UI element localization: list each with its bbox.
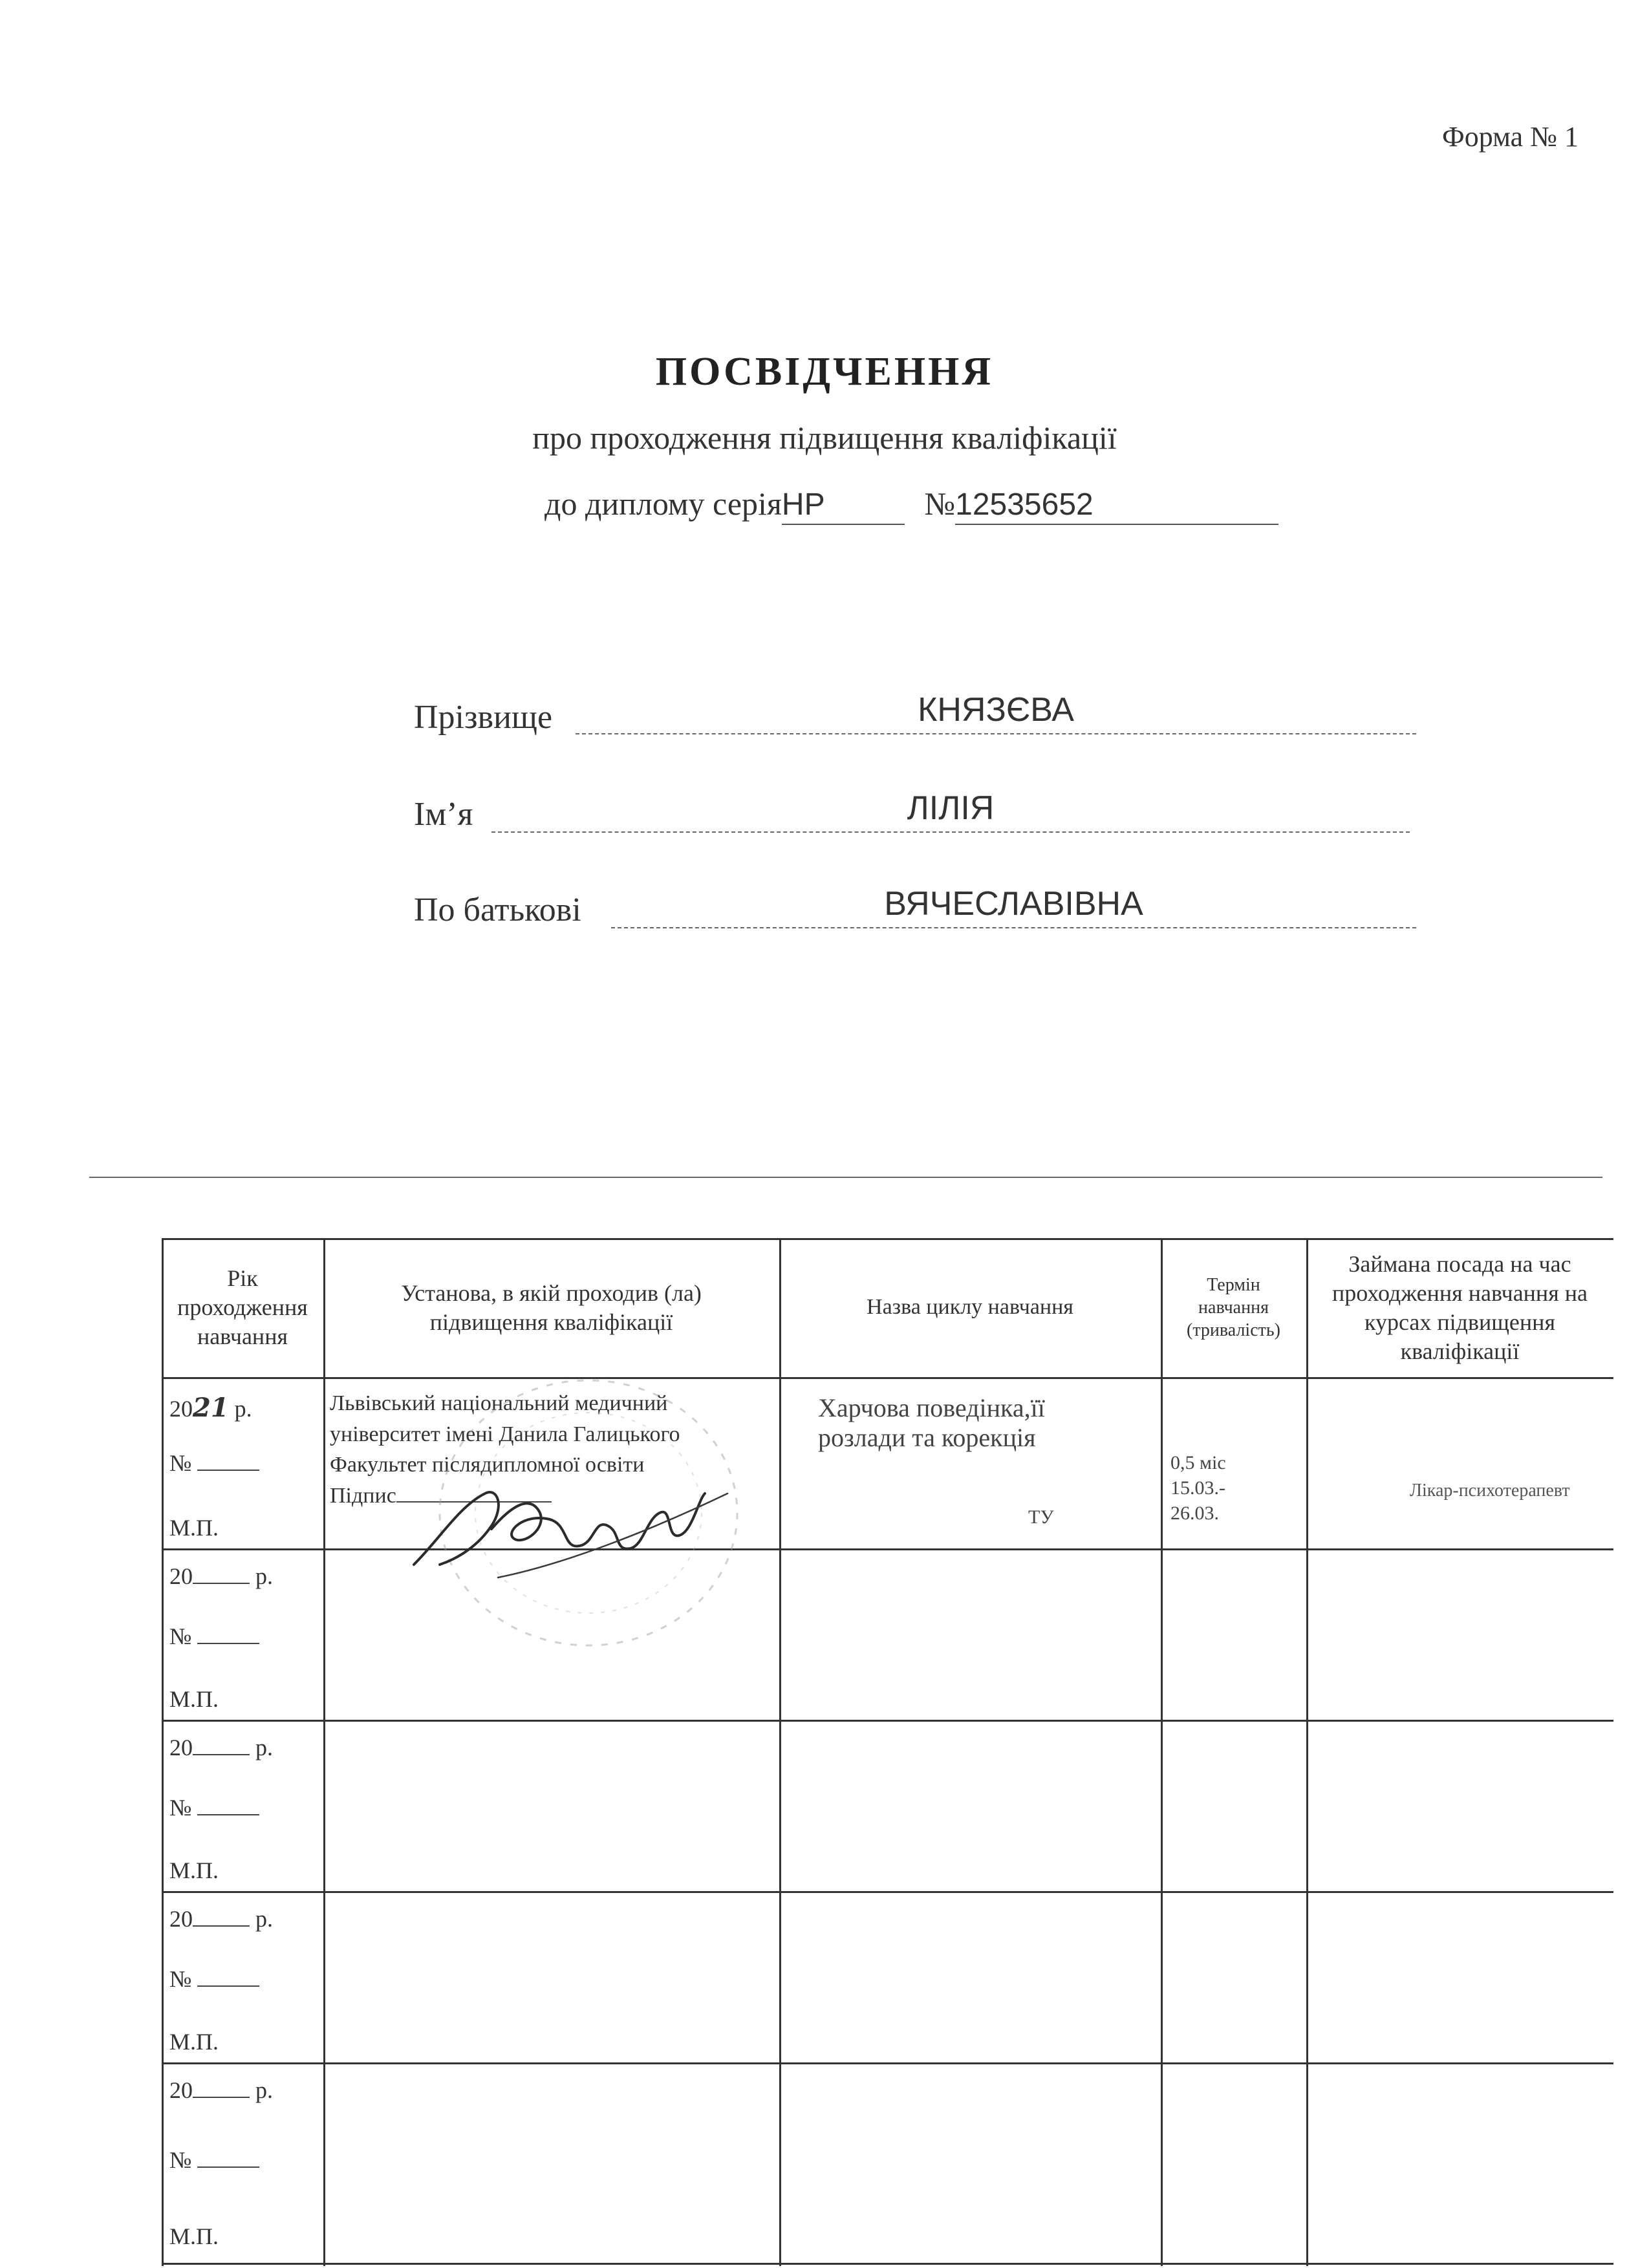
header-position-line: кваліфікації <box>1400 1338 1520 1364</box>
table-row-divider <box>162 2062 1613 2064</box>
table-border-bottom <box>162 2263 1613 2265</box>
table-border-left <box>162 1238 164 2266</box>
header-year-line: Рік <box>227 1265 258 1291</box>
diploma-line <box>544 485 1278 525</box>
year-line <box>169 1905 273 1932</box>
header-position-line: курсах підвищення <box>1364 1309 1555 1335</box>
table-row <box>166 1720 321 1891</box>
header-year <box>162 1238 323 1377</box>
diploma-label: до диплому серія <box>544 486 782 522</box>
surname-field: КНЯЗЄВА <box>576 690 1416 734</box>
number-line <box>169 1794 259 1821</box>
stamp-label: М.П. <box>169 2223 219 2249</box>
number-blank <box>197 1795 259 1815</box>
number-line <box>169 1965 259 1993</box>
table-row <box>166 1891 321 2062</box>
number-blank <box>197 1966 259 1987</box>
year-suffix: р. <box>255 2077 273 2103</box>
table-row-divider <box>162 1720 1613 1722</box>
table-col-divider <box>1306 1238 1308 2266</box>
year-handwritten: 21 <box>193 1393 229 1423</box>
handwritten-signature-image <box>401 1468 737 1584</box>
cycle-line: Харчова поведінка,її <box>818 1393 1045 1422</box>
position-text: Лікар-психотерапевт <box>1410 1481 1570 1501</box>
year-blank <box>193 1906 250 1927</box>
header-institution-line: підвищення кваліфікації <box>429 1309 673 1335</box>
document-subtitle: про проходження підвищення кваліфікації <box>532 420 1117 456</box>
institution-line: Львівський національний медичний <box>330 1391 668 1415</box>
name-label: Ім’я <box>414 796 473 833</box>
year-suffix: р. <box>255 1563 273 1589</box>
number-line <box>169 1623 259 1650</box>
year-suffix: р. <box>255 1906 273 1932</box>
year-line <box>169 2077 273 2104</box>
header-position-line: проходження навчання на <box>1331 1279 1588 1306</box>
year-line <box>169 1734 273 1761</box>
year-suffix: р. <box>255 1735 273 1760</box>
diploma-number-field: 12535652 <box>955 487 1278 525</box>
year-prefix: 20 <box>169 2077 193 2103</box>
cycle-type: ТУ <box>1028 1506 1054 1528</box>
table-row <box>166 1377 321 1548</box>
patronymic-label: По батькові <box>414 892 581 928</box>
header-cycle <box>779 1238 1161 1377</box>
surname-label: Прізвище <box>414 699 553 736</box>
duration-line: 26.03. <box>1170 1503 1219 1524</box>
stamp-label: М.П. <box>169 2029 219 2055</box>
name-field: ЛІЛІЯ <box>491 789 1410 833</box>
year-blank <box>193 2077 250 2098</box>
stamp-label: М.П. <box>169 1857 219 1883</box>
header-year-line: навчання <box>197 1323 288 1349</box>
table-row-divider <box>162 1891 1613 1893</box>
table-row-divider <box>162 1548 1613 1550</box>
year-prefix: 20 <box>169 1563 193 1589</box>
table-col-divider <box>323 1238 325 2266</box>
duration-text <box>1170 1450 1226 1526</box>
number-sign: № <box>169 1623 192 1649</box>
duration-line: 0,5 міс <box>1170 1452 1226 1473</box>
diploma-number-sign: № <box>924 486 956 522</box>
number-line <box>169 1450 259 1477</box>
number-sign: № <box>169 1795 192 1821</box>
year-line <box>169 1563 273 1590</box>
institution-line: університет імені Данила Галицького <box>330 1422 680 1446</box>
year-prefix: 20 <box>169 1735 193 1760</box>
header-duration-line: Термін <box>1207 1275 1260 1295</box>
number-blank <box>197 1623 259 1644</box>
stamp-label: М.П. <box>169 1686 219 1712</box>
header-duration-line: (тривалість) <box>1187 1320 1280 1340</box>
header-duration-line: навчання <box>1198 1298 1269 1318</box>
cycle-line: розлади та корекція <box>818 1423 1036 1452</box>
number-sign: № <box>169 1966 192 1992</box>
form-number: Форма № 1 <box>1442 121 1579 153</box>
year-blank <box>193 1735 250 1755</box>
table-row-divider <box>162 1377 1613 1379</box>
table-row <box>166 2062 321 2263</box>
number-sign: № <box>169 2147 192 2173</box>
year-prefix: 20 <box>169 1396 193 1422</box>
header-duration <box>1161 1238 1306 1377</box>
header-position <box>1306 1238 1613 1377</box>
document-title: ПОСВІДЧЕННЯ <box>655 350 994 394</box>
header-cycle-text: Назва циклу навчання <box>867 1295 1073 1320</box>
year-suffix: р. <box>234 1396 252 1422</box>
stamp-label: М.П. <box>169 1515 219 1541</box>
number-blank <box>197 1450 259 1471</box>
diploma-series-field: НР <box>782 487 905 525</box>
patronymic-field: ВЯЧЕСЛАВІВНА <box>611 884 1416 928</box>
header-position-line: Займана посада на час <box>1348 1250 1571 1277</box>
number-sign: № <box>169 1450 192 1476</box>
number-line <box>169 2146 259 2174</box>
signature-label: Підпис <box>330 1483 396 1508</box>
header-institution <box>323 1238 779 1377</box>
qualification-table <box>162 1238 1613 2266</box>
table-col-divider <box>1161 1238 1163 2266</box>
year-blank <box>193 1563 250 1584</box>
year-prefix: 20 <box>169 1906 193 1932</box>
header-institution-line: Установа, в якій проходив (ла) <box>401 1279 702 1306</box>
section-divider <box>89 1177 1602 1178</box>
cycle-text <box>818 1393 1045 1453</box>
table-col-divider <box>779 1238 781 2266</box>
table-row <box>166 1548 321 1720</box>
institution-line: Факультет післядипломної освіти <box>330 1453 645 1477</box>
year-line <box>169 1393 252 1423</box>
header-year-line: проходження <box>177 1294 308 1320</box>
number-blank <box>197 2147 259 2168</box>
duration-line: 15.03.- <box>1170 1477 1225 1499</box>
